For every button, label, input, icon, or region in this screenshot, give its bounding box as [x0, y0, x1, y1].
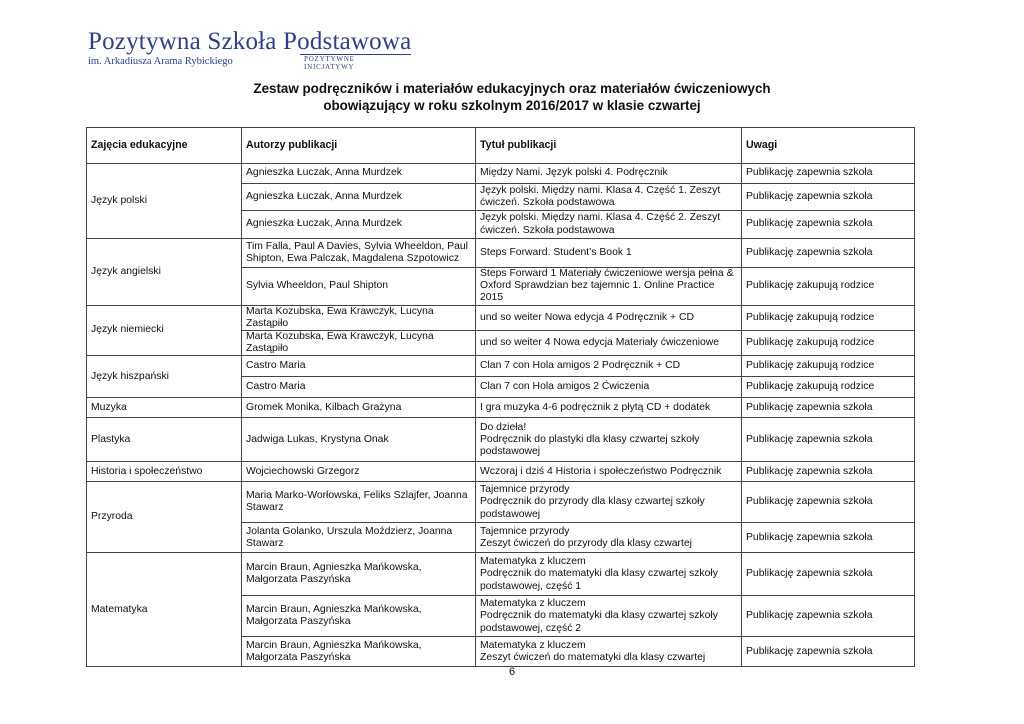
authors-cell: Marta Kozubska, Ewa Krawczyk, Lucyna Zastąpiło — [242, 305, 476, 330]
note-cell: Publikację zapewnia szkoła — [742, 184, 915, 211]
title-cell: Matematyka z kluczem Podręcznik do matematyki dla klasy czwartej szkoły podstawowej, część 2 — [476, 596, 742, 637]
subject-cell: Historia i społeczeństwo — [87, 462, 242, 482]
authors-cell: Marta Kozubska, Ewa Krawczyk, Lucyna Zastąpiło — [242, 331, 476, 356]
authors-cell: Marcin Braun, Agnieszka Mańkowska, Małgorzata Paszyńska — [242, 553, 476, 596]
authors-cell: Wojciechowski Grzegorz — [242, 462, 476, 482]
school-patron — [88, 56, 411, 70]
header-notes: Uwagi — [742, 128, 915, 164]
title-cell: Clan 7 con Hola amigos 2 Ćwiczenia — [476, 377, 742, 398]
school-logo — [88, 28, 411, 70]
note-cell: Publikację zapewnia szkoła — [742, 596, 915, 637]
title-cell: Tajemnice przyrody Podręcznik do przyrody dla klasy czwartej szkoły podstawowej — [476, 482, 742, 523]
note-cell: Publikację zapewnia szkoła — [742, 462, 915, 482]
authors-cell: Agnieszka Łuczak, Anna Murdzek — [242, 164, 476, 184]
authors-cell: Castro Maria — [242, 356, 476, 377]
title-cell: Do dzieła! Podręcznik do plastyki dla klasy czwartej szkoły podstawowej — [476, 418, 742, 462]
subject-cell: Język polski — [87, 164, 242, 239]
heading-line-1: Zestaw podręczników i materiałów edukacyjnych oraz materiałów ćwiczeniowych — [253, 81, 771, 96]
table-row — [87, 398, 915, 418]
table-row — [87, 418, 915, 462]
subject-cell: Matematyka — [87, 553, 242, 667]
title-cell: Steps Forward. Student’s Book 1 — [476, 239, 742, 268]
note-cell: Publikację zakupują rodzice — [742, 268, 915, 306]
authors-cell: Marcin Braun, Agnieszka Mańkowska, Małgorzata Paszyńska — [242, 596, 476, 637]
title-cell: Clan 7 con Hola amigos 2 Podręcznik + CD — [476, 356, 742, 377]
title-cell: und so weiter Nowa edycja 4 Podręcznik + CD — [476, 305, 742, 330]
table-row — [87, 462, 915, 482]
note-cell: Publikację zapewnia szkoła — [742, 211, 915, 239]
subject-cell: Język hiszpański — [87, 356, 242, 398]
note-cell: Publikację zakupują rodzice — [742, 305, 915, 330]
note-cell: Publikację zakupują rodzice — [742, 331, 915, 356]
authors-cell: Maria Marko-Worłowska, Feliks Szlajfer, Joanna Stawarz — [242, 482, 476, 523]
note-cell: Publikację zakupują rodzice — [742, 377, 915, 398]
note-cell: Publikację zapewnia szkoła — [742, 482, 915, 523]
table-header-row — [87, 128, 915, 164]
title-cell: Steps Forward 1 Materiały ćwiczeniowe wersja pełna & Oxford Sprawdzian bez tajemnic 1. Online Practice 2015 — [476, 268, 742, 306]
authors-cell: Marcin Braun, Agnieszka Mańkowska, Małgorzata Paszyńska — [242, 637, 476, 667]
table-row — [87, 356, 915, 377]
header-subject: Zajęcia edukacyjne — [87, 128, 242, 164]
authors-cell: Jadwiga Lukas, Krystyna Onak — [242, 418, 476, 462]
header-authors: Autorzy publikacji — [242, 128, 476, 164]
school-name: Pozytywna Szkoła Podstawowa — [88, 28, 412, 55]
table-row — [87, 164, 915, 184]
note-cell: Publikację zakupują rodzice — [742, 356, 915, 377]
authors-cell: Castro Maria — [242, 377, 476, 398]
authors-cell: Jolanta Golanko, Urszula Moździerz, Joanna Stawarz — [242, 523, 476, 553]
heading-line-2: obowiązujący w roku szkolnym 2016/2017 w klasie czwartej — [323, 98, 701, 113]
table-row — [87, 553, 915, 596]
authors-cell: Gromek Monika, Kilbach Grażyna — [242, 398, 476, 418]
logo-tagline: POZYTYWNE INICJATYWY — [300, 54, 411, 71]
title-cell: Wczoraj i dziś 4 Historia i społeczeństwo Podręcznik — [476, 462, 742, 482]
note-cell: Publikację zapewnia szkoła — [742, 553, 915, 596]
title-cell: Matematyka z kluczem Podręcznik do matematyki dla klasy czwartej szkoły podstawowej, część 1 — [476, 553, 742, 596]
authors-cell: Tim Falla, Paul A Davies, Sylvia Wheeldon, Paul Shipton, Ewa Palczak, Magdalena Szpotowicz — [242, 239, 476, 268]
title-cell: Język polski. Między nami. Klasa 4. Część 2. Zeszyt ćwiczeń. Szkoła podstawowa — [476, 211, 742, 239]
table-row — [87, 482, 915, 523]
authors-cell: Agnieszka Łuczak, Anna Murdzek — [242, 211, 476, 239]
note-cell: Publikację zapewnia szkoła — [742, 523, 915, 553]
title-cell: Między Nami. Język polski 4. Podręcznik — [476, 164, 742, 184]
title-cell: und so weiter 4 Nowa edycja Materiały ćwiczeniowe — [476, 331, 742, 356]
school-patron-text: im. Arkadiusza Arama Rybickiego — [88, 56, 233, 67]
textbook-table — [86, 127, 915, 667]
title-cell: I gra muzyka 4-6 podręcznik z płytą CD + dodatek — [476, 398, 742, 418]
page-number: 6 — [508, 666, 516, 678]
authors-cell: Sylvia Wheeldon, Paul Shipton — [242, 268, 476, 306]
note-cell: Publikację zapewnia szkoła — [742, 637, 915, 667]
note-cell: Publikację zapewnia szkoła — [742, 398, 915, 418]
subject-cell: Plastyka — [87, 418, 242, 462]
title-cell: Tajemnice przyrody Zeszyt ćwiczeń do przyrody dla klasy czwartej — [476, 523, 742, 553]
title-cell: Język polski. Między nami. Klasa 4. Część 1. Zeszyt ćwiczeń. Szkoła podstawowa — [476, 184, 742, 211]
subject-cell: Muzyka — [87, 398, 242, 418]
header-title: Tytuł publikacji — [476, 128, 742, 164]
subject-cell: Język niemiecki — [87, 305, 242, 356]
table-row — [87, 305, 915, 330]
table-body — [87, 164, 915, 667]
subject-cell: Język angielski — [87, 239, 242, 306]
document-heading — [0, 80, 1024, 114]
note-cell: Publikację zapewnia szkoła — [742, 418, 915, 462]
note-cell: Publikację zapewnia szkoła — [742, 239, 915, 268]
note-cell: Publikację zapewnia szkoła — [742, 164, 915, 184]
authors-cell: Agnieszka Łuczak, Anna Murdzek — [242, 184, 476, 211]
subject-cell: Przyroda — [87, 482, 242, 553]
title-cell: Matematyka z kluczem Zeszyt ćwiczeń do matematyki dla klasy czwartej — [476, 637, 742, 667]
table-row — [87, 239, 915, 268]
